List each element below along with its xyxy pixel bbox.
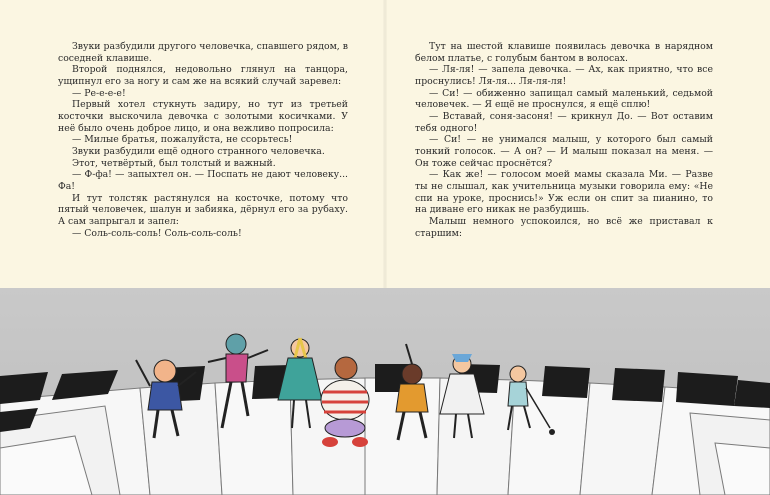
left-paragraph-7: Этот, четвёртый, был толстый и важный. [72,157,276,169]
right-paragraph-1: Тут на шестой клавише появилась девочка в нарядном белом платье, с голубым бантом в волосах. [415,41,713,64]
right-paragraph-6: — Как же! — голосом моей мамы сказала Ми. — Разве ты не слышал, как учительница музыки говорила ему: «Не спи на уроке, проснись!» Уж если он спит за пианино, то на диване его никак не разбудишь. [415,169,713,216]
left-page [0,0,385,290]
left-paragraph-8: — Ф-фа! — запыхтел он. — Поспать не дают человеку... Фа! [58,169,348,192]
right-paragraph-2: — Ля-ля! — запела девочка. — Ах, как приятно, что все проснулись! Ля-ля... Ля-ля-ля! [415,64,713,87]
character-fa [321,357,369,447]
piano-keyboard-svg [0,288,770,495]
left-paragraph-6: Звуки разбудили ещё одного странного человечка. [72,145,325,157]
left-paragraph-1: Звуки разбудили другого человечка, спавшего рядом, в соседней клавише. [58,41,348,64]
right-page [385,0,770,290]
right-paragraph-5: — Си! — не унимался малыш, у которого был самый тонкий голосок. — А он? — И малыш показал на меня. — Он тоже сейчас проснётся? [415,134,713,169]
left-paragraph-5: — Милые братья, пожалуйста, не ссорьтесь! [72,134,293,146]
black-key [734,380,770,408]
right-paragraph-7: Малыш немного успокоился, но всё же приставал к старшим: [415,215,713,239]
piano-illustration [0,288,770,495]
black-key [676,372,738,406]
black-key [612,368,665,402]
left-paragraph-4: Первый хотел стукнуть задиру, но тут из третьей косточки выскочила девочка с золотыми косичками. У неё было очень доброе лицо, и она вежливо попросила: [58,99,348,134]
white-key [715,443,770,495]
left-paragraph-9: И тут толстяк растянулся на косточке, потому что пятый человечек, шалун и забияка, дёрнул его за рубаху. А сам запрыгал и запел: [58,192,348,227]
left-paragraph-10: — Соль-соль-соль! Соль-соль-соль! [72,227,242,239]
right-page-text [415,41,713,239]
left-page-text [58,41,348,239]
left-paragraph-2: Второй поднялся, недовольно глянул на танцора, ущипнул его за ногу и сам же на всякий случай заревел: [58,64,348,87]
right-paragraph-4: — Вставай, соня-засоня! — крикнул До. — Вот оставим тебя одного! [415,110,713,134]
left-paragraph-3: — Ре-е-е-е! [72,87,126,99]
black-key [542,366,590,398]
right-paragraph-3: — Си! — обиженно запищал самый маленький, седьмой человечек. — Я ещё не проснулся, я ещё сплю! [415,87,713,111]
